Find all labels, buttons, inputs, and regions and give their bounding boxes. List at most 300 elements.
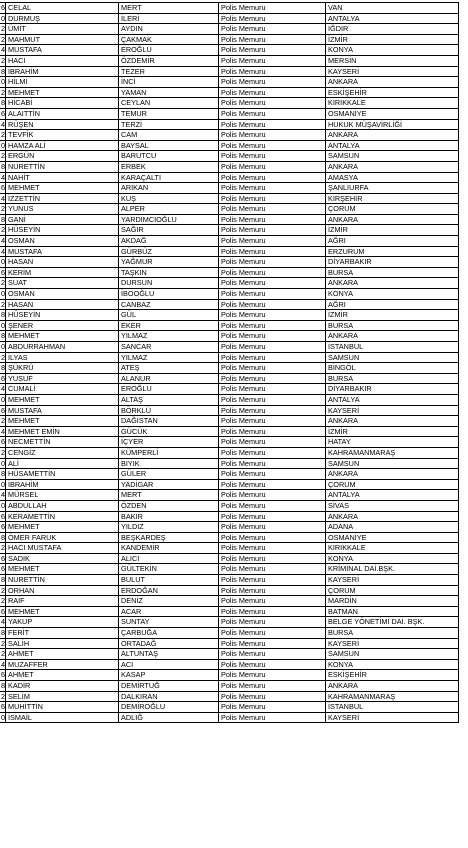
- first-name-cell: KADİR: [6, 681, 119, 692]
- title-cell: Polis Memuru: [219, 3, 326, 14]
- title-cell: Polis Memuru: [219, 447, 326, 458]
- title-cell: Polis Memuru: [219, 712, 326, 723]
- table-row: [0, 87, 459, 98]
- table-row: [0, 426, 459, 437]
- table-row: [0, 628, 459, 639]
- title-cell: Polis Memuru: [219, 278, 326, 289]
- title-cell: Polis Memuru: [219, 193, 326, 204]
- table-row: [0, 66, 459, 77]
- row-suffix-cell: 2: [0, 596, 5, 606]
- last-name-cell: YAĞMUR: [119, 257, 219, 268]
- table-row: [0, 564, 459, 575]
- first-name-cell: OSMAN: [6, 236, 119, 247]
- table-row: [0, 24, 459, 35]
- first-name-cell: HASAN: [6, 299, 119, 310]
- unit-cell: MARDİN: [326, 596, 459, 607]
- last-name-cell: ARIKAN: [119, 183, 219, 194]
- row-suffix-cell: 2: [0, 585, 5, 595]
- title-cell: Polis Memuru: [219, 585, 326, 596]
- title-cell: Polis Memuru: [219, 299, 326, 310]
- title-cell: Polis Memuru: [219, 405, 326, 416]
- row-suffix-cell: 0: [0, 77, 5, 87]
- row-suffix-cell: 0: [0, 342, 5, 351]
- last-name-cell: CAM: [119, 130, 219, 141]
- last-name-cell: DENİZ: [119, 596, 219, 607]
- table-row: [0, 479, 459, 490]
- table-row: [0, 310, 459, 321]
- row-suffix-cell: 8: [0, 628, 5, 638]
- title-cell: Polis Memuru: [219, 342, 326, 353]
- last-name-cell: TEZER: [119, 66, 219, 77]
- first-name-cell: MAHMUT: [6, 34, 119, 45]
- title-cell: Polis Memuru: [219, 236, 326, 247]
- table-row: [0, 617, 459, 628]
- table-row: [0, 130, 459, 141]
- unit-cell: BURSA: [326, 373, 459, 384]
- first-name-cell: MUSTAFA: [6, 246, 119, 257]
- title-cell: Polis Memuru: [219, 310, 326, 321]
- title-cell: Polis Memuru: [219, 108, 326, 119]
- unit-cell: ÇORUM: [326, 585, 459, 596]
- first-name-cell: HÜSAMETTİN: [6, 469, 119, 480]
- last-name-cell: ÖZDEN: [119, 500, 219, 511]
- unit-cell: ANTALYA: [326, 490, 459, 501]
- last-name-cell: MERT: [119, 490, 219, 501]
- row-suffix-cell: 2: [0, 225, 5, 235]
- unit-cell: AĞRI: [326, 236, 459, 247]
- table-row: [0, 659, 459, 670]
- title-cell: Polis Memuru: [219, 670, 326, 681]
- title-cell: Polis Memuru: [219, 55, 326, 66]
- unit-cell: ANKARA: [326, 681, 459, 692]
- title-cell: Polis Memuru: [219, 151, 326, 162]
- title-cell: Polis Memuru: [219, 257, 326, 268]
- table-row: [0, 98, 459, 109]
- table-row: [0, 553, 459, 564]
- table-row: [0, 670, 459, 681]
- first-name-cell: HACI: [6, 55, 119, 66]
- unit-cell: HATAY: [326, 437, 459, 448]
- title-cell: Polis Memuru: [219, 183, 326, 194]
- row-suffix-cell: 6: [0, 564, 5, 574]
- unit-cell: ERZURUM: [326, 246, 459, 257]
- first-name-cell: NECMETTİN: [6, 437, 119, 448]
- row-suffix-cell: 6: [0, 3, 5, 12]
- last-name-cell: ALTUNTAŞ: [119, 649, 219, 660]
- last-name-cell: ORTADAĞ: [119, 638, 219, 649]
- first-name-cell: TEVFİK: [6, 130, 119, 141]
- first-name-cell: MEHMET: [6, 416, 119, 427]
- personnel-table: [0, 2, 459, 723]
- title-cell: Polis Memuru: [219, 469, 326, 480]
- row-suffix-cell: 4: [0, 172, 5, 182]
- last-name-cell: SAĞIR: [119, 225, 219, 236]
- last-name-cell: DAĞISTAN: [119, 416, 219, 427]
- row-suffix-cell: 2: [0, 416, 5, 426]
- unit-cell: HUKUK MÜŞAVİRLİĞİ: [326, 119, 459, 130]
- table-row: [0, 45, 459, 56]
- unit-cell: ESKİŞEHİR: [326, 87, 459, 98]
- unit-cell: ANKARA: [326, 214, 459, 225]
- table-row: [0, 458, 459, 469]
- title-cell: Polis Memuru: [219, 66, 326, 77]
- unit-cell: ÇORUM: [326, 204, 459, 215]
- first-name-cell: MUSTAFA: [6, 45, 119, 56]
- last-name-cell: BEŞKARDEŞ: [119, 532, 219, 543]
- table-row: [0, 13, 459, 24]
- first-name-cell: ÖMER FARUK: [6, 532, 119, 543]
- table-row: [0, 681, 459, 692]
- first-name-cell: İSMAİL: [6, 712, 119, 723]
- row-suffix-cell: 4: [0, 193, 5, 203]
- unit-cell: ÇORUM: [326, 479, 459, 490]
- title-cell: Polis Memuru: [219, 691, 326, 702]
- table-row: [0, 77, 459, 88]
- title-cell: Polis Memuru: [219, 45, 326, 56]
- table-row: [0, 267, 459, 278]
- title-cell: Polis Memuru: [219, 289, 326, 300]
- table-row: [0, 543, 459, 554]
- first-name-cell: KERAMETTİN: [6, 511, 119, 522]
- last-name-cell: DALKIRAN: [119, 691, 219, 702]
- row-suffix-cell: 6: [0, 702, 5, 712]
- last-name-cell: GÜCÜK: [119, 426, 219, 437]
- last-name-cell: ERDOĞAN: [119, 585, 219, 596]
- first-name-cell: NURETTİN: [6, 575, 119, 586]
- title-cell: Polis Memuru: [219, 543, 326, 554]
- title-cell: Polis Memuru: [219, 161, 326, 172]
- last-name-cell: ÇARBUĞA: [119, 628, 219, 639]
- unit-cell: KAYSERİ: [326, 575, 459, 586]
- unit-cell: İZMİR: [326, 225, 459, 236]
- title-cell: Polis Memuru: [219, 500, 326, 511]
- table-row: [0, 193, 459, 204]
- title-cell: Polis Memuru: [219, 77, 326, 88]
- last-name-cell: BAKIR: [119, 511, 219, 522]
- last-name-cell: SANCAR: [119, 342, 219, 353]
- first-name-cell: İLYAS: [6, 352, 119, 363]
- row-suffix-cell: 4: [0, 617, 5, 627]
- table-row: [0, 405, 459, 416]
- last-name-cell: AKDAĞ: [119, 236, 219, 247]
- row-suffix-cell: 6: [0, 373, 5, 383]
- last-name-cell: YILMAZ: [119, 352, 219, 363]
- last-name-cell: KANDEMİR: [119, 543, 219, 554]
- title-cell: Polis Memuru: [219, 140, 326, 151]
- table-row: [0, 638, 459, 649]
- table-row: [0, 236, 459, 247]
- row-suffix-cell: 0: [0, 289, 5, 299]
- title-cell: Polis Memuru: [219, 564, 326, 575]
- row-suffix-cell: 4: [0, 384, 5, 394]
- title-cell: Polis Memuru: [219, 649, 326, 660]
- first-name-cell: YUNUS: [6, 204, 119, 215]
- unit-cell: ESKİŞEHİR: [326, 670, 459, 681]
- first-name-cell: CUMALİ: [6, 384, 119, 395]
- unit-cell: SAMSUN: [326, 352, 459, 363]
- table-row: [0, 140, 459, 151]
- unit-cell: İSTANBUL: [326, 702, 459, 713]
- first-name-cell: DURMUŞ: [6, 13, 119, 24]
- unit-cell: DİYARBAKIR: [326, 384, 459, 395]
- last-name-cell: GÜLER: [119, 469, 219, 480]
- unit-cell: İZMİR: [326, 426, 459, 437]
- row-suffix-cell: 2: [0, 638, 5, 648]
- first-name-cell: MÜRSEL: [6, 490, 119, 501]
- first-name-cell: İBRAHİM: [6, 66, 119, 77]
- first-name-cell: KERİM: [6, 267, 119, 278]
- row-suffix-cell: 8: [0, 681, 5, 690]
- first-name-cell: MUHİTTİN: [6, 702, 119, 713]
- unit-cell: OSMANİYE: [326, 532, 459, 543]
- last-name-cell: KARAÇALTI: [119, 172, 219, 183]
- last-name-cell: KÜMPERLİ: [119, 447, 219, 458]
- first-name-cell: HAMZA ALİ: [6, 140, 119, 151]
- first-name-cell: OSMAN: [6, 289, 119, 300]
- table-row: [0, 606, 459, 617]
- row-suffix-cell: 6: [0, 553, 5, 563]
- unit-cell: KAHRAMANMARAŞ: [326, 447, 459, 458]
- row-suffix-cell: 4: [0, 45, 5, 55]
- first-name-cell: CENGİZ: [6, 447, 119, 458]
- row-suffix-cell: 8: [0, 310, 5, 320]
- unit-cell: ADANA: [326, 522, 459, 533]
- row-suffix-cell: 0: [0, 394, 5, 404]
- table-row: [0, 257, 459, 268]
- title-cell: Polis Memuru: [219, 511, 326, 522]
- table-row: [0, 384, 459, 395]
- table-row: [0, 331, 459, 342]
- first-name-cell: MEHMET: [6, 183, 119, 194]
- table-row: [0, 225, 459, 236]
- row-suffix-cell: 4: [0, 426, 5, 436]
- unit-cell: KAYSERİ: [326, 712, 459, 723]
- unit-cell: BURSA: [326, 267, 459, 278]
- title-cell: Polis Memuru: [219, 490, 326, 501]
- unit-cell: ANKARA: [326, 161, 459, 172]
- title-cell: Polis Memuru: [219, 617, 326, 628]
- first-name-cell: HİLMİ: [6, 77, 119, 88]
- last-name-cell: ALANUR: [119, 373, 219, 384]
- row-suffix-cell: 4: [0, 119, 5, 129]
- first-name-cell: RAİF: [6, 596, 119, 607]
- unit-cell: OSMANİYE: [326, 108, 459, 119]
- table-row: [0, 447, 459, 458]
- unit-cell: KONYA: [326, 553, 459, 564]
- row-suffix-cell: 6: [0, 606, 5, 616]
- first-name-cell: HASAN: [6, 257, 119, 268]
- title-cell: Polis Memuru: [219, 13, 326, 24]
- title-cell: Polis Memuru: [219, 628, 326, 639]
- row-suffix-cell: 0: [0, 320, 5, 330]
- row-suffix-cell: 0: [0, 458, 5, 468]
- unit-cell: ANKARA: [326, 77, 459, 88]
- last-name-cell: SUNTAY: [119, 617, 219, 628]
- row-suffix-cell: 6: [0, 670, 5, 680]
- first-name-cell: MEHMET: [6, 564, 119, 575]
- last-name-cell: ALPER: [119, 204, 219, 215]
- row-suffix-cell: 6: [0, 522, 5, 532]
- title-cell: Polis Memuru: [219, 384, 326, 395]
- row-suffix-cell: 4: [0, 659, 5, 669]
- unit-cell: KRİMİNAL DAİ.BŞK.: [326, 564, 459, 575]
- unit-cell: İZMİR: [326, 310, 459, 321]
- first-name-cell: MEHMET: [6, 522, 119, 533]
- row-suffix-cell: 2: [0, 543, 5, 553]
- table-row: [0, 373, 459, 384]
- unit-cell: AĞRI: [326, 299, 459, 310]
- last-name-cell: KASAP: [119, 670, 219, 681]
- unit-cell: İSTANBUL: [326, 342, 459, 353]
- first-name-cell: MUZAFFER: [6, 659, 119, 670]
- unit-cell: KONYA: [326, 659, 459, 670]
- title-cell: Polis Memuru: [219, 320, 326, 331]
- last-name-cell: AYDIN: [119, 24, 219, 35]
- row-suffix-cell: 6: [0, 511, 5, 521]
- unit-cell: SAMSUN: [326, 458, 459, 469]
- unit-cell: BELGE YÖNETİMİ DAİ. BŞK.: [326, 617, 459, 628]
- last-name-cell: İNCİ: [119, 77, 219, 88]
- table-row: [0, 183, 459, 194]
- table-row: [0, 278, 459, 289]
- last-name-cell: YAMAN: [119, 87, 219, 98]
- table-row: [0, 691, 459, 702]
- table-row: [0, 437, 459, 448]
- first-name-cell: SELİM: [6, 691, 119, 702]
- title-cell: Polis Memuru: [219, 172, 326, 183]
- title-cell: Polis Memuru: [219, 437, 326, 448]
- unit-cell: KAYSERİ: [326, 638, 459, 649]
- table-row: [0, 342, 459, 353]
- last-name-cell: TAŞKIN: [119, 267, 219, 278]
- last-name-cell: ACAR: [119, 606, 219, 617]
- unit-cell: KONYA: [326, 289, 459, 300]
- table-row: [0, 204, 459, 215]
- last-name-cell: YARDIMCIOĞLU: [119, 214, 219, 225]
- first-name-cell: YAKUP: [6, 617, 119, 628]
- unit-cell: ANKARA: [326, 278, 459, 289]
- unit-cell: BİNGÖL: [326, 363, 459, 374]
- title-cell: Polis Memuru: [219, 98, 326, 109]
- table-row: [0, 299, 459, 310]
- first-name-cell: RÜŞEN: [6, 119, 119, 130]
- row-suffix-cell: 2: [0, 151, 5, 161]
- last-name-cell: ALTAŞ: [119, 394, 219, 405]
- table-row: [0, 490, 459, 501]
- last-name-cell: MERT: [119, 3, 219, 14]
- row-suffix-cell: 0: [0, 479, 5, 489]
- row-suffix-cell: 4: [0, 490, 5, 500]
- row-suffix-cell: 8: [0, 214, 5, 224]
- unit-cell: KIRIKKALE: [326, 543, 459, 554]
- first-name-cell: SALİH: [6, 638, 119, 649]
- first-name-cell: İZZETTİN: [6, 193, 119, 204]
- table-row: [0, 34, 459, 45]
- title-cell: Polis Memuru: [219, 681, 326, 692]
- title-cell: Polis Memuru: [219, 553, 326, 564]
- last-name-cell: ÖZDEMİR: [119, 55, 219, 66]
- unit-cell: DİYARBAKIR: [326, 257, 459, 268]
- first-name-cell: AHMET: [6, 670, 119, 681]
- first-name-cell: GANİ: [6, 214, 119, 225]
- table-row: [0, 575, 459, 586]
- unit-cell: ANKARA: [326, 511, 459, 522]
- unit-cell: ANTALYA: [326, 140, 459, 151]
- first-name-cell: SADIK: [6, 553, 119, 564]
- unit-cell: KAYSERİ: [326, 405, 459, 416]
- title-cell: Polis Memuru: [219, 87, 326, 98]
- last-name-cell: ACI: [119, 659, 219, 670]
- title-cell: Polis Memuru: [219, 522, 326, 533]
- first-name-cell: CELAL: [6, 3, 119, 14]
- unit-cell: MERSİN: [326, 55, 459, 66]
- row-suffix-cell: 2: [0, 24, 5, 34]
- first-name-cell: ALAITTİN: [6, 108, 119, 119]
- personnel-table-body: [0, 3, 459, 723]
- table-row: [0, 363, 459, 374]
- last-name-cell: ADLIĞ: [119, 712, 219, 723]
- first-name-cell: ORHAN: [6, 585, 119, 596]
- title-cell: Polis Memuru: [219, 130, 326, 141]
- table-row: [0, 532, 459, 543]
- last-name-cell: ÇAKMAK: [119, 34, 219, 45]
- table-row: [0, 352, 459, 363]
- table-row: [0, 712, 459, 723]
- row-suffix-cell: 6: [0, 183, 5, 193]
- last-name-cell: EROĞLU: [119, 45, 219, 56]
- table-row: [0, 511, 459, 522]
- first-name-cell: HACI MUSTAFA: [6, 543, 119, 554]
- last-name-cell: ATEŞ: [119, 363, 219, 374]
- table-row: [0, 416, 459, 427]
- unit-cell: ANTALYA: [326, 13, 459, 24]
- last-name-cell: CEYLAN: [119, 98, 219, 109]
- row-suffix-cell: 2: [0, 447, 5, 457]
- table-row: [0, 585, 459, 596]
- title-cell: Polis Memuru: [219, 394, 326, 405]
- last-name-cell: DURSUN: [119, 278, 219, 289]
- last-name-cell: GÜLTEKİN: [119, 564, 219, 575]
- row-suffix-cell: 4: [0, 236, 5, 246]
- last-name-cell: YADİGAR: [119, 479, 219, 490]
- table-row: [0, 469, 459, 480]
- row-suffix-cell: 2: [0, 204, 5, 214]
- row-suffix-cell: 8: [0, 363, 5, 373]
- unit-cell: ŞANLIURFA: [326, 183, 459, 194]
- title-cell: Polis Memuru: [219, 479, 326, 490]
- table-row: [0, 394, 459, 405]
- row-suffix-cell: 8: [0, 532, 5, 542]
- first-name-cell: ABDURRAHMAN: [6, 342, 119, 353]
- last-name-cell: YILMAZ: [119, 331, 219, 342]
- last-name-cell: BULUT: [119, 575, 219, 586]
- first-name-cell: NURETTİN: [6, 161, 119, 172]
- first-name-cell: MEHMET: [6, 87, 119, 98]
- unit-cell: ANKARA: [326, 130, 459, 141]
- first-name-cell: İBRAHİM: [6, 479, 119, 490]
- unit-cell: KIRIKKALE: [326, 98, 459, 109]
- first-name-cell: ALİ: [6, 458, 119, 469]
- table-row: [0, 522, 459, 533]
- last-name-cell: EROĞLU: [119, 384, 219, 395]
- table-row: [0, 596, 459, 607]
- last-name-cell: BARUTCU: [119, 151, 219, 162]
- title-cell: Polis Memuru: [219, 267, 326, 278]
- first-name-cell: ŞENER: [6, 320, 119, 331]
- unit-cell: KIRŞEHİR: [326, 193, 459, 204]
- unit-cell: İZMİR: [326, 34, 459, 45]
- row-suffix-cell: 0: [0, 257, 5, 267]
